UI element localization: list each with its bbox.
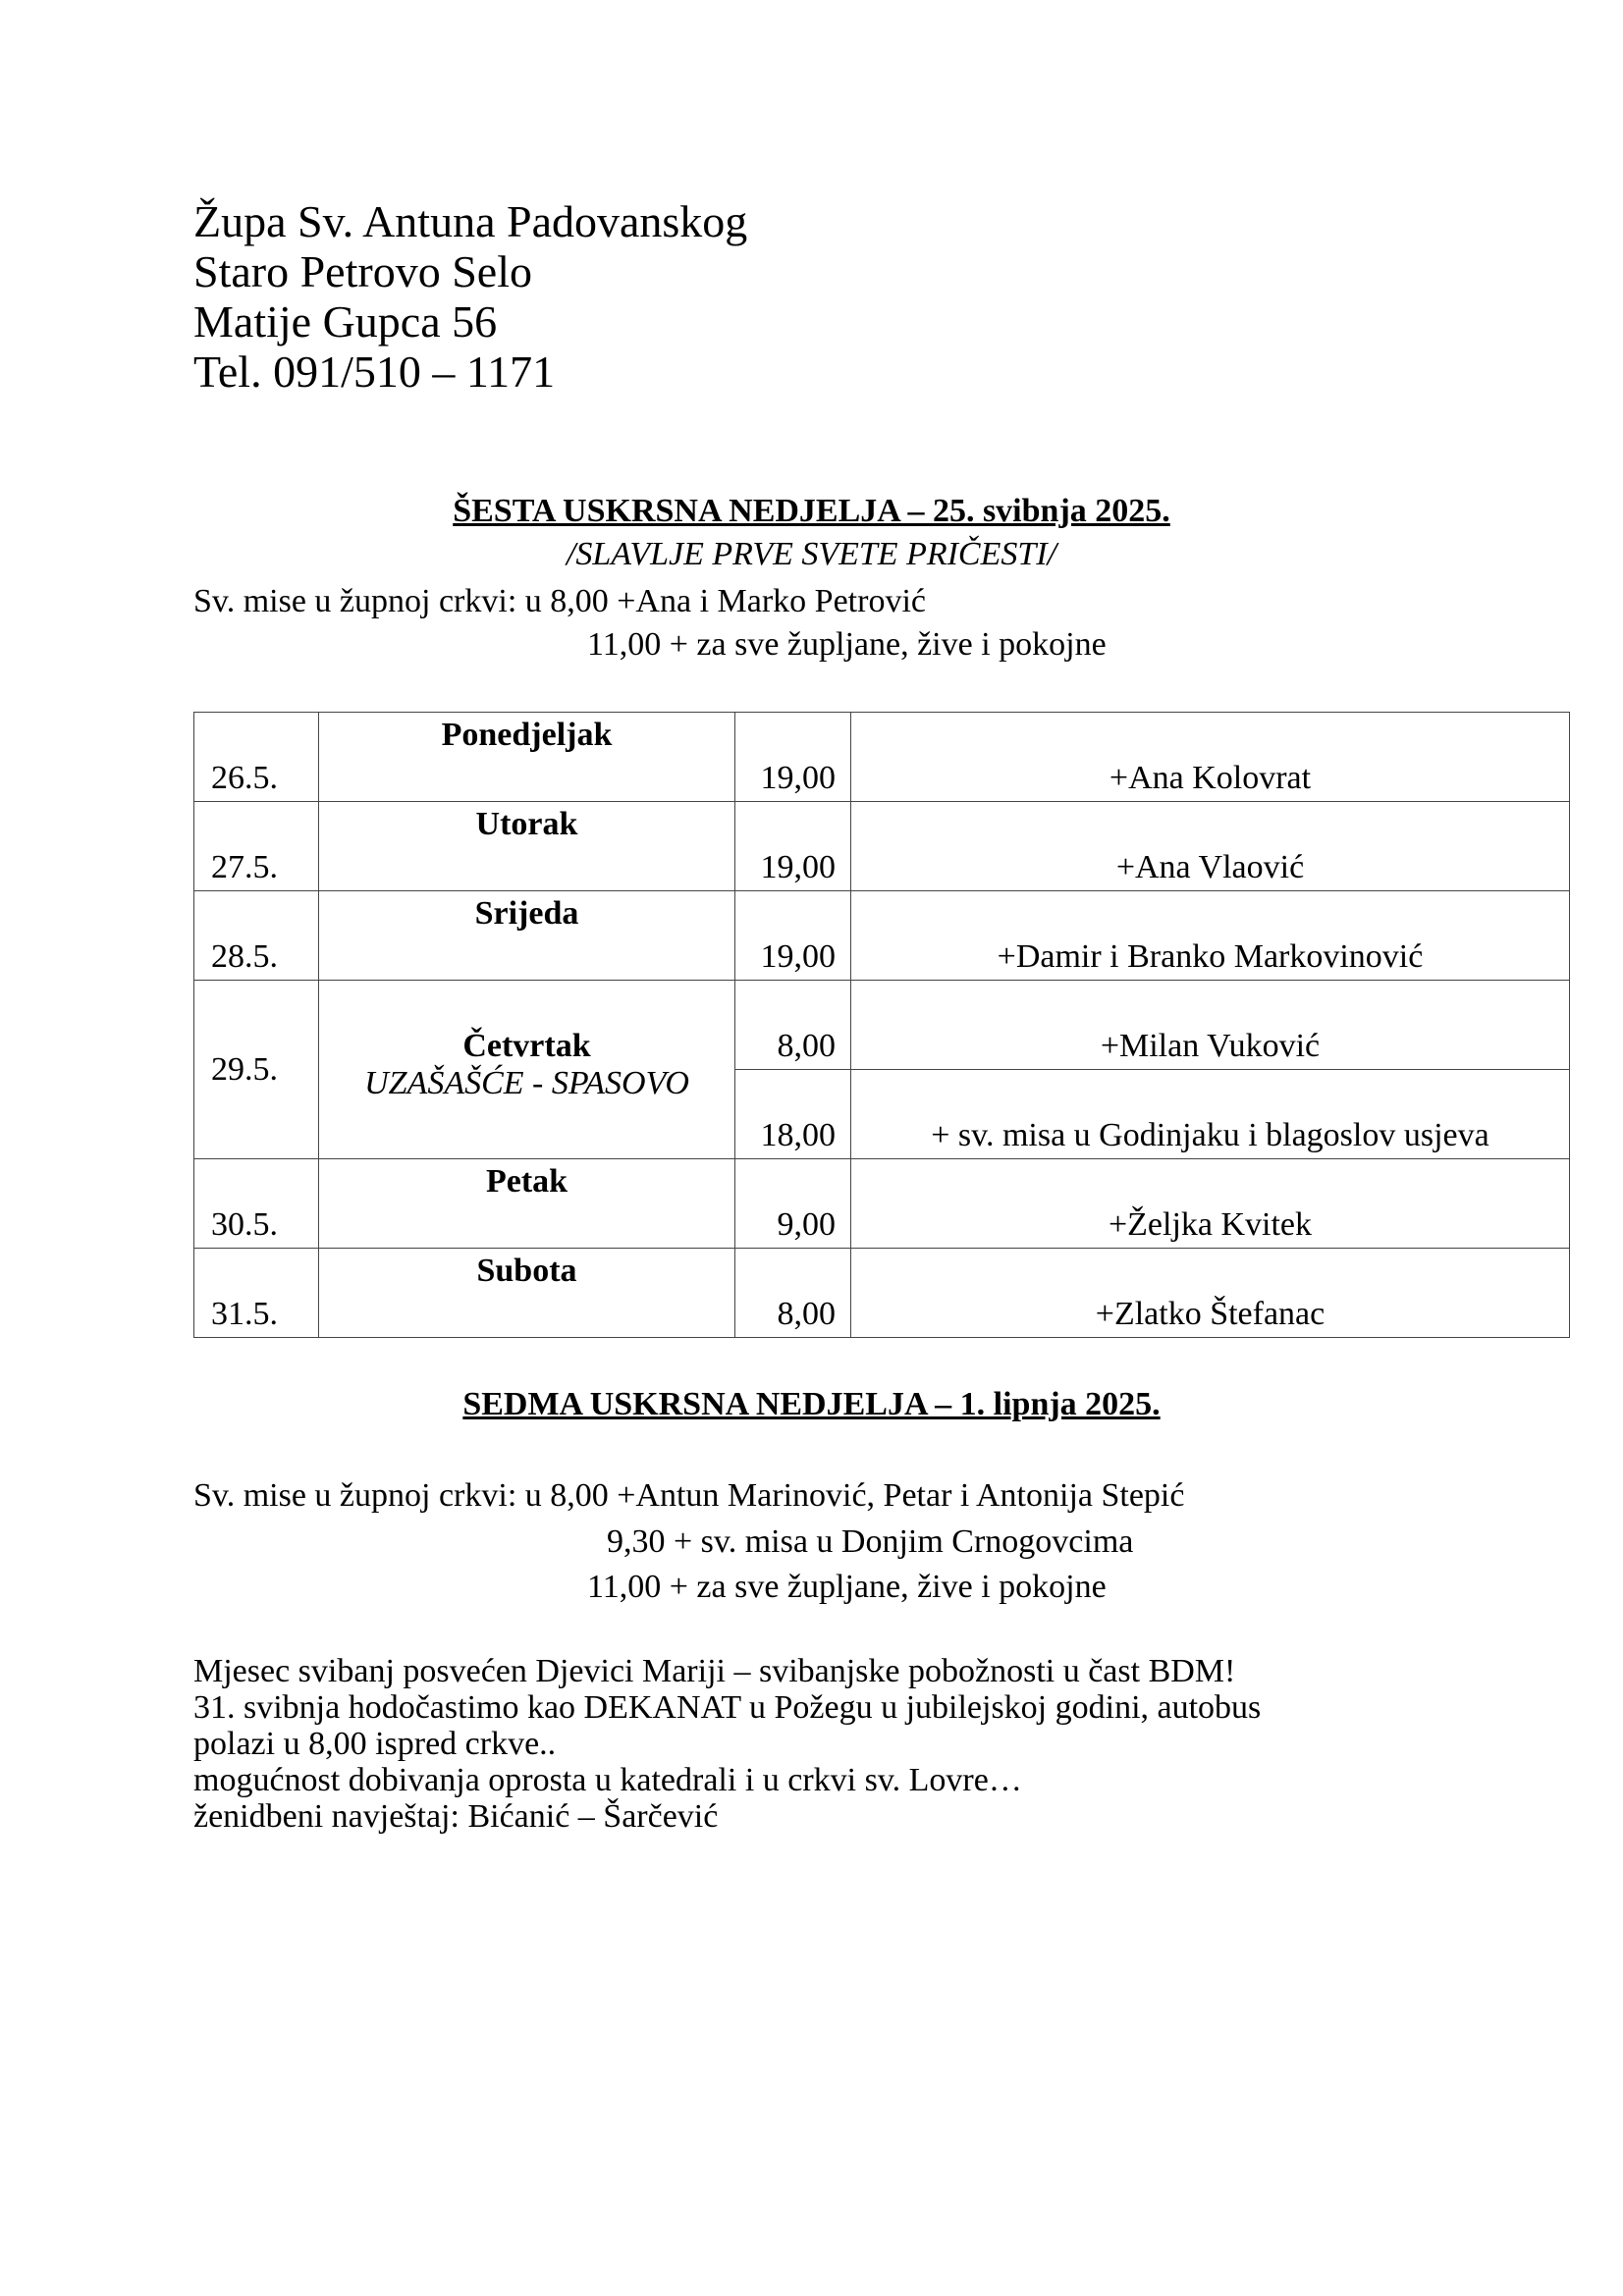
sunday2-mass-line1: Sv. mise u župnoj crkvi: u 8,00 +Antun Marinović, Petar i Antonija Stepić [193, 1477, 1185, 1514]
announcement-line: Mjesec svibanj posvećen Djevici Mariji – svibanjske pobožnosti u čast BDM! [193, 1653, 1236, 1689]
row-day-cell [319, 891, 735, 981]
row-time: 8,00 [735, 1249, 851, 1338]
row-time: 9,00 [735, 1159, 851, 1249]
parish-header [193, 196, 747, 397]
table-row [194, 713, 1570, 802]
row-day: Ponedjeljak [441, 717, 613, 753]
sunday2-mass-line3: 11,00 + za sve župljane, žive i pokojne [587, 1569, 1107, 1605]
parish-phone: Tel. 091/510 – 1171 [193, 347, 556, 397]
row-day: Utorak [475, 806, 578, 842]
table-row [194, 981, 1570, 1070]
row-feast: UZAŠAŠĆE - SPASOVO [364, 1065, 689, 1101]
table-row [194, 802, 1570, 891]
row-time: 19,00 [735, 802, 851, 891]
sunday1-title: ŠESTA USKRSNA NEDJELJA – 25. svibnja 2025. [453, 493, 1170, 529]
row-day-cell [319, 802, 735, 891]
row-date: 26.5. [194, 713, 319, 802]
announcement-line: polazi u 8,00 ispred crkve.. [193, 1726, 557, 1762]
sunday2-title: SEDMA USKRSNA NEDJELJA – 1. lipnja 2025. [462, 1386, 1161, 1422]
sunday1-mass-line1: Sv. mise u župnoj crkvi: u 8,00 +Ana i Marko Petrović [193, 583, 926, 619]
sunday1-subtitle: /SLAVLJE PRVE SVETE PRIČESTI/ [566, 536, 1057, 572]
sunday1-mass-line2: 11,00 + za sve župljane, žive i pokojne [587, 626, 1107, 663]
row-date: 27.5. [194, 802, 319, 891]
row-day: Petak [485, 1163, 568, 1200]
sunday2-mass-line2: 9,30 + sv. misa u Donjim Crnogovcima [607, 1523, 1134, 1560]
announcement-line: ženidbeni navještaj: Bićanić – Šarčević [193, 1798, 719, 1835]
row-intention: +Damir i Branko Markovinović [851, 891, 1570, 981]
row-date: 29.5. [194, 981, 319, 1159]
row-time: 19,00 [735, 713, 851, 802]
row-day: Subota [476, 1253, 577, 1289]
row-date: 31.5. [194, 1249, 319, 1338]
weekday-schedule-table [193, 712, 1570, 1338]
announcement-line: 31. svibnja hodočastimo kao DEKANAT u Požegu u jubilejskoj godini, autobus [193, 1689, 1262, 1726]
row-intention: +Ana Vlaović [851, 802, 1570, 891]
row-intention: +Željka Kvitek [851, 1159, 1570, 1249]
parish-name: Župa Sv. Antuna Padovanskog [193, 196, 748, 246]
row-day-cell [319, 713, 735, 802]
row-intention: +Zlatko Štefanac [851, 1249, 1570, 1338]
row-time: 19,00 [735, 891, 851, 981]
row-intention: +Milan Vuković [851, 981, 1570, 1070]
table-row [194, 1249, 1570, 1338]
row-day-cell [319, 1249, 735, 1338]
announcement-line: mogućnost dobivanja oprosta u katedrali i u crkvi sv. Lovre… [193, 1762, 1022, 1798]
row-day: Srijeda [474, 895, 579, 932]
row-day-cell [319, 1159, 735, 1249]
row-day-cell [319, 981, 735, 1159]
row-time: 8,00 [735, 981, 851, 1070]
parish-town: Staro Petrovo Selo [193, 246, 532, 296]
row-intention: + sv. misa u Godinjaku i blagoslov usjeva [851, 1070, 1570, 1159]
row-date: 28.5. [194, 891, 319, 981]
table-row [194, 1159, 1570, 1249]
parish-street: Matije Gupca 56 [193, 296, 498, 347]
announcements [193, 1653, 1261, 1835]
row-date: 30.5. [194, 1159, 319, 1249]
table-row [194, 891, 1570, 981]
row-time: 18,00 [735, 1070, 851, 1159]
row-day: Četvrtak [462, 1028, 591, 1064]
row-intention: +Ana Kolovrat [851, 713, 1570, 802]
